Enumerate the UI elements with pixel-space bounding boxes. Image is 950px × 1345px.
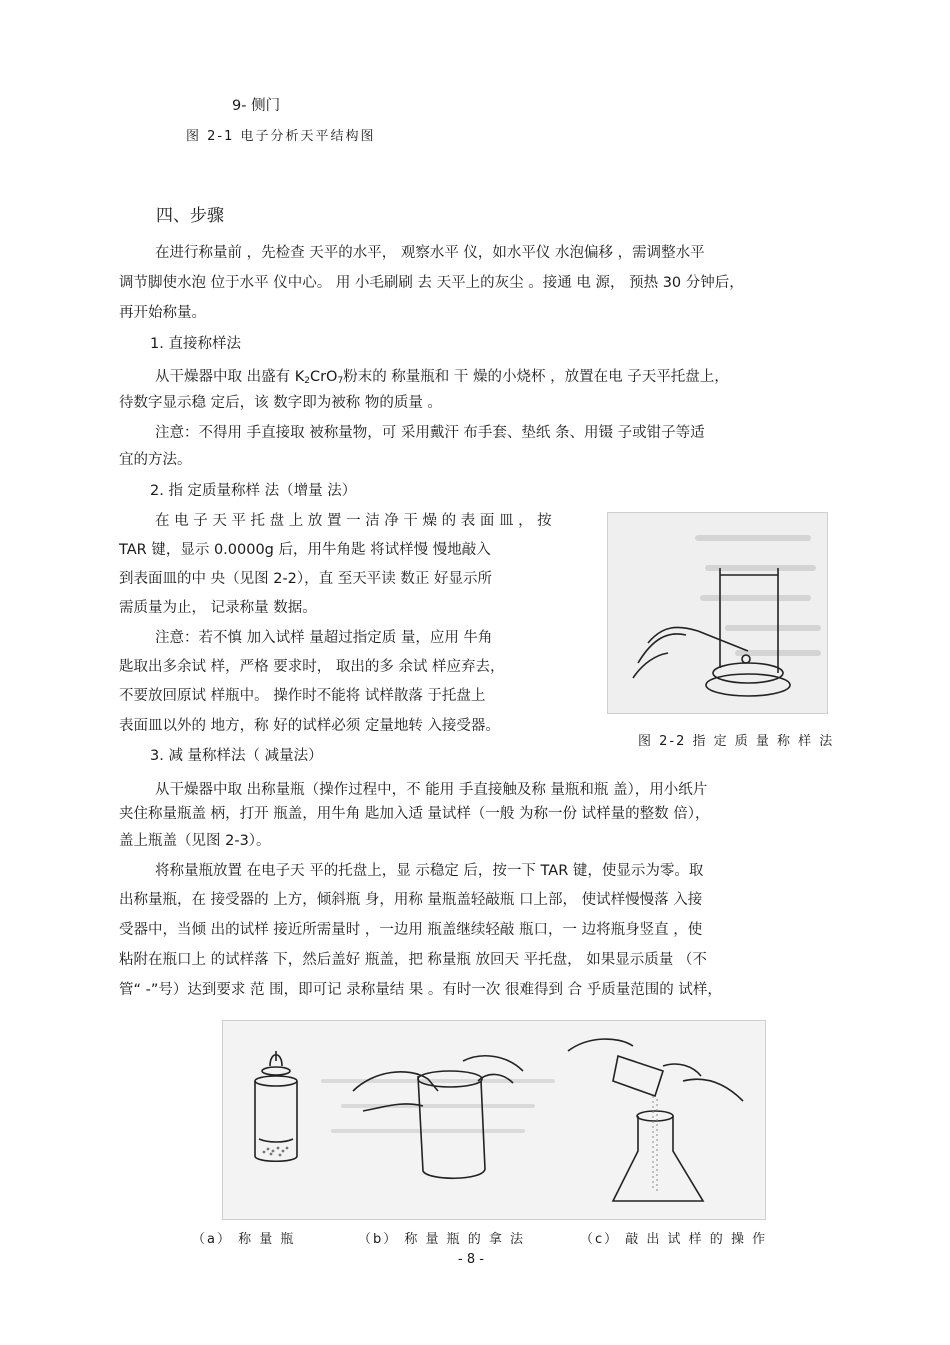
page-number: - 8 - xyxy=(458,1252,484,1267)
method-2-note-line-3: 不要放回原试 样瓶中。 操作时不能将 试样散落 于托盘上 xyxy=(119,688,486,704)
figure-2-3-illustration xyxy=(222,1020,766,1220)
figure-2-1-caption: 图 2-1 电子分析天平结构图 xyxy=(186,129,376,144)
method-3-line-2: 夹住称量瓶盖 柄，打开 瓶盖，用牛角 匙加入适 量试样（一般 为称一份 试样量的整数 倍）， xyxy=(119,806,710,822)
method-3-line-6: 受器中，当倾 出的试样 接近所需量时 ，一边用 瓶盖继续轻敲 瓶口，一 边将瓶身竖直 ，使 xyxy=(119,922,703,938)
method-1-line-1: 从干燥器中取 出盛有 $K_2CrO_7$粉末的 称量瓶和 干 燥的小烧杯 ，放置在电 子天平托盘上， xyxy=(155,369,729,386)
figure-2-2-illustration xyxy=(607,512,828,714)
method-1-line-2: 待数字显示稳 定后，该 数字即为被称 物的质量 。 xyxy=(119,395,442,411)
method-1-note-line-2: 宜的方法。 xyxy=(119,452,192,468)
method-2-note-line-4: 表面皿以外的 地方，称 好的试样必须 定量地转 入接受器。 xyxy=(119,718,500,734)
weighing-bottle-illustrations xyxy=(223,1021,765,1219)
method-3-line-4: 将称量瓶放置 在电子天 平的托盘上，显 示稳定 后，按一下 TAR 键，使显示为零。取 xyxy=(155,863,704,879)
method-2-title: 2. 指 定质量称样 法（增量 法） xyxy=(150,483,357,499)
figure-2-3-caption-c: （c） 敲 出 试 样 的 操 作 xyxy=(580,1232,768,1247)
intro-line-2: 调节脚使水泡 位于水平 仪中心。 用 小毛刷刷 去 天平上的灰尘 。接通 电 源， 预热 30 分钟后， xyxy=(119,275,744,291)
method-3-line-8: 管“ -”号）达到要求 范 围，即可记 录称量结 果 。有时一次 很难得到 合 乎质量范围的 试样， xyxy=(119,982,722,998)
method-3-line-3: 盖上瓶盖（见图 2-3）。 xyxy=(119,833,271,849)
method-2-line-2: TAR 键，显示 0.0000g 后，用牛角匙 将试样慢 慢地敲入 xyxy=(119,542,491,558)
figure-2-3-caption-b: （b） 称 量 瓶 的 拿 法 xyxy=(358,1232,526,1247)
method-3-line-7: 粘附在瓶口上 的试样落 下，然后盖好 瓶盖，把 称量瓶 放回天 平托盘， 如果显示质量 （不 xyxy=(119,952,707,968)
method-3-title: 3. 减 量称样法（ 减量法） xyxy=(150,748,323,764)
section-heading: 四、步骤 xyxy=(156,206,224,226)
method-1-title: 1. 直接称样法 xyxy=(150,336,241,352)
method-1-note-line-1: 注意：不得用 手直接取 被称量物，可 采用戴汗 布手套、垫纸 条、用镊 子或钳子等适 xyxy=(155,425,705,441)
figure-2-3-caption-a: （a） 称 量 瓶 xyxy=(192,1232,296,1247)
method-2-line-3: 到表面皿的中 央（见图 2-2），直 至天平读 数正 好显示所 xyxy=(119,571,492,587)
method-2-line-4: 需质量为止， 记录称量 数据。 xyxy=(119,600,317,616)
weighing-dish-illustration xyxy=(608,513,827,713)
intro-line-3: 再开始称量。 xyxy=(119,305,206,321)
figure-2-2-caption: 图 2-2 指 定 质 量 称 样 法 xyxy=(638,734,835,749)
method-2-line-1: 在 电 子 天 平 托 盘 上 放 置 一 洁 净 干 燥 的 表 面 皿 ， 按 xyxy=(155,513,552,529)
method-3-line-1: 从干燥器中取 出称量瓶（操作过程中，不 能用 手直接触及称 量瓶和瓶 盖），用小纸片 xyxy=(155,782,708,798)
method-2-note-line-1: 注意：若不慎 加入试样 量超过指定质 量，应用 牛角 xyxy=(155,630,493,646)
method-3-line-5: 出称量瓶，在 接受器的 上方，倾斜瓶 身，用称 量瓶盖轻敲瓶 口上部， 使试样慢慢落 入接 xyxy=(119,892,703,908)
intro-line-1: 在进行称量前 ，先检查 天平的水平， 观察水平 仪，如水平仪 水泡偏移 ，需调整水平 xyxy=(155,245,705,261)
method-2-note-line-2: 匙取出多余试 样，严格 要求时， 取出的多 余试 样应弃去， xyxy=(119,659,505,675)
figure-legend-item: 9- 侧门 xyxy=(232,98,281,114)
